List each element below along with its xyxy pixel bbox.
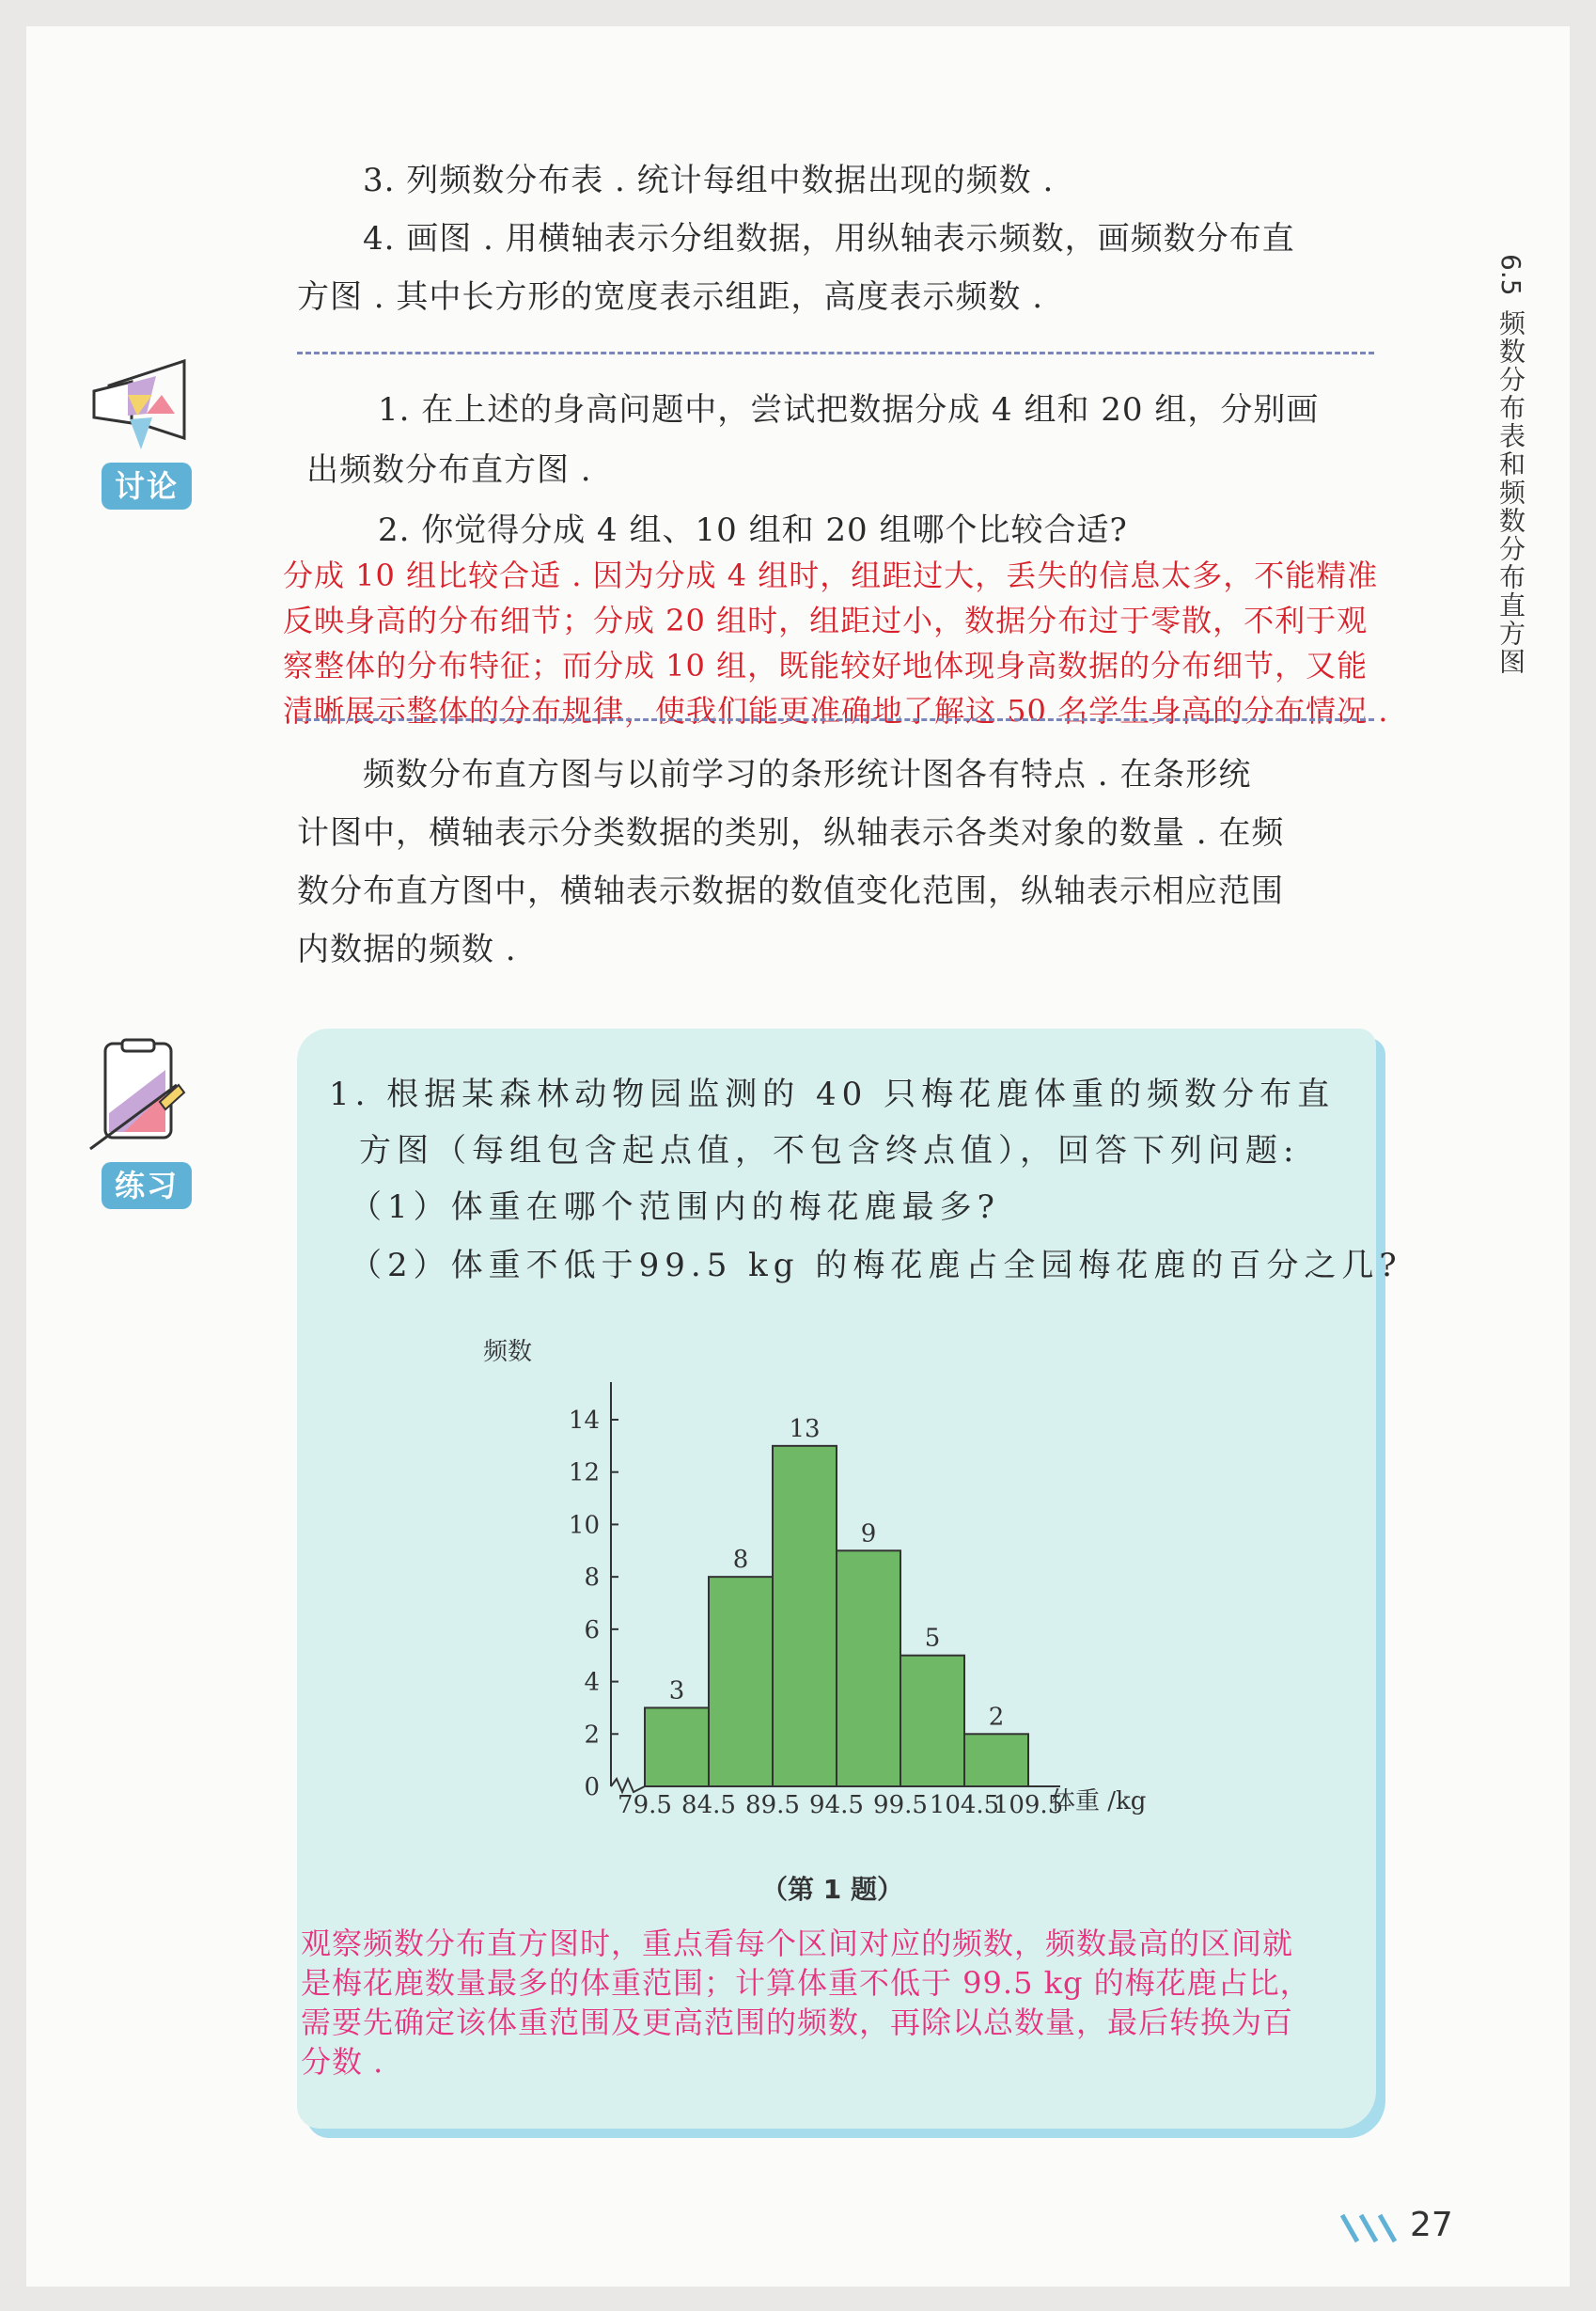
answer-line: 反映身高的分布细节；分成 20 组时，组距过小，数据分布过于零散，不利于观 xyxy=(283,603,1369,638)
bar-value-label: 3 xyxy=(668,1676,685,1706)
divider-top xyxy=(297,352,1374,354)
step-4-line1: 4. 画图 . 用横轴表示分组数据，用纵轴表示频数，画频数分布直 xyxy=(363,220,1295,258)
weight-histogram xyxy=(470,1326,1184,1833)
section-title: 频数分布表和频数分布直方图 xyxy=(1495,308,1526,676)
hint-line: 需要先确定该体重范围及更高范围的频数，再除以总数量，最后转换为百 xyxy=(301,2004,1294,2040)
x-axis-label: 体重 /kg xyxy=(1051,1787,1147,1816)
bar-value-label: 2 xyxy=(988,1703,1005,1732)
histogram-bar xyxy=(645,1707,709,1786)
histogram-bar xyxy=(900,1656,964,1786)
y-tick-label: 4 xyxy=(584,1668,600,1697)
bar-value-label: 13 xyxy=(789,1414,821,1443)
page-number-decoration xyxy=(1340,2211,1402,2245)
y-axis-label: 频数 xyxy=(483,1338,533,1366)
exercise-sub1: （1）体重在哪个范围内的梅花鹿最多? xyxy=(350,1188,1000,1226)
y-tick-label: 10 xyxy=(568,1511,600,1540)
y-tick-label: 0 xyxy=(584,1773,600,1801)
step-4-line2: 方图 . 其中长方形的宽度表示组距，高度表示频数 . xyxy=(297,278,1044,316)
exercise-badge: 练习 xyxy=(102,1162,192,1209)
histogram-bar xyxy=(837,1550,900,1786)
page-number: 27 xyxy=(1410,2206,1453,2244)
figure-caption: （第 1 题） xyxy=(761,1874,903,1905)
bar-value-label: 5 xyxy=(924,1624,941,1653)
side-header xyxy=(1494,254,1532,676)
y-tick-label: 12 xyxy=(568,1458,600,1487)
answer-line: 清晰展示整体的分布规律，使我们能更准确地了解这 50 名学生身高的分布情况 . xyxy=(283,693,1389,729)
divider-bottom xyxy=(297,718,1374,721)
hint-line: 观察频数分布直方图时，重点看每个区间对应的频数，频数最高的区间就 xyxy=(301,1926,1294,1961)
explanation-line4: 内数据的频数 . xyxy=(297,931,517,968)
x-tick-label: 109.5 xyxy=(993,1791,1064,1819)
x-tick-label: 94.5 xyxy=(809,1791,864,1819)
explanation-line3: 数分布直方图中，横轴表示数据的数值变化范围，纵轴表示相应范围 xyxy=(297,873,1284,910)
hint-line: 是梅花鹿数量最多的体重范围；计算体重不低于 99.5 kg 的梅花鹿占比， xyxy=(301,1965,1311,2001)
bar-value-label: 8 xyxy=(732,1546,749,1575)
histogram-bar xyxy=(964,1734,1028,1786)
hint-line: 分数 . xyxy=(301,2044,384,2080)
exercise-sub2: （2）体重不低于99.5 kg 的梅花鹿占全园梅花鹿的百分之几? xyxy=(350,1247,1402,1284)
discussion-q2: 2. 你觉得分成 4 组、10 组和 20 组哪个比较合适? xyxy=(378,511,1128,549)
y-tick-label: 2 xyxy=(584,1721,600,1750)
discussion-answer xyxy=(283,553,1453,733)
explanation-line2: 计图中，横轴表示分类数据的类别，纵轴表示各类对象的数量 . 在频 xyxy=(297,814,1285,852)
y-tick-label: 6 xyxy=(584,1615,600,1644)
histogram-bar xyxy=(709,1577,773,1786)
answer-line: 分成 10 组比较合适 . 因为分成 4 组时，组距过大，丢失的信息太多，不能精准 xyxy=(283,558,1379,593)
answer-line: 察整体的分布特征；而分成 10 组，既能较好地体现身高数据的分布细节，又能 xyxy=(283,648,1369,684)
exercise-hint xyxy=(301,1924,1382,2082)
x-tick-label: 104.5 xyxy=(929,1791,1000,1819)
discussion-q1-line1: 1. 在上述的身高问题中，尝试把数据分成 4 组和 20 组，分别画 xyxy=(378,391,1320,429)
axis-break xyxy=(611,1779,645,1792)
x-tick-label: 99.5 xyxy=(873,1791,928,1819)
discussion-q1-line2: 出频数分布直方图 . xyxy=(306,451,592,489)
discussion-badge: 讨论 xyxy=(102,463,192,510)
step-3: 3. 列频数分布表 . 统计每组中数据出现的频数 . xyxy=(363,162,1055,199)
x-tick-label: 79.5 xyxy=(618,1791,672,1819)
y-tick-label: 14 xyxy=(568,1407,600,1435)
explanation-line1: 频数分布直方图与以前学习的条形统计图各有特点 . 在条形统 xyxy=(363,756,1252,794)
exercise-line1: 1. 根据某森林动物园监测的 40 只梅花鹿体重的频数分布直 xyxy=(329,1076,1336,1113)
exercise-line2: 方图（每组包含起点值，不包含终点值），回答下列问题: xyxy=(359,1132,1300,1170)
histogram-bar xyxy=(773,1446,837,1786)
x-tick-label: 89.5 xyxy=(745,1791,800,1819)
y-tick-label: 8 xyxy=(584,1564,600,1593)
x-tick-label: 84.5 xyxy=(681,1791,736,1819)
discussion-icon xyxy=(90,357,199,455)
bar-value-label: 9 xyxy=(860,1519,877,1549)
exercise-icon xyxy=(86,1038,196,1151)
section-number: 6.5 xyxy=(1495,254,1526,296)
